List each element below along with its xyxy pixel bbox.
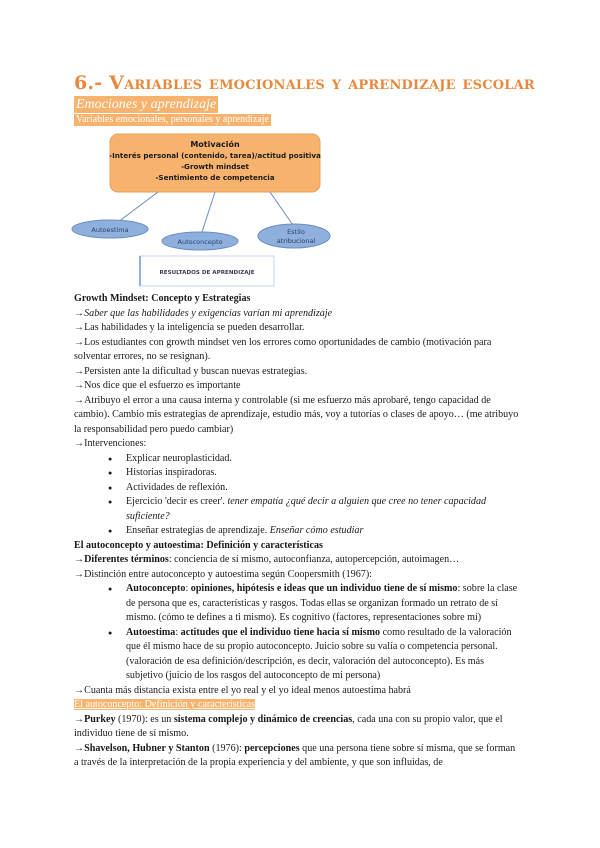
growth-line: →Persisten ante la dificultad y buscan nuevas estrategias. xyxy=(74,365,308,377)
growth-line: →Las habilidades y la inteligencia se pueden desarrollar. xyxy=(74,322,305,333)
def-line: →Purkey (1970): es un sistema complejo y dinámico de creencias, cada una con su propio valor, que el individuo tiene de sí mismo. xyxy=(74,713,503,739)
auto-heading: El autoconcepto y autoestima: Definición y características xyxy=(74,539,323,551)
growth-line: →Saber que las habilidades y exigencias varían mi aprendizaje xyxy=(74,307,333,319)
oval-autoconcepto-label: Autoconcepto xyxy=(177,238,223,246)
coopersmith-list xyxy=(74,582,522,684)
motivation-diagram xyxy=(70,128,350,290)
oval-autoestima-label: Autoestima xyxy=(91,226,129,234)
body-text xyxy=(74,292,522,771)
list-item: ● Historias inspiradoras. xyxy=(108,466,522,481)
growth-line: →Atribuyo el error a una causa interna y controlable (si me esfuerzo más aprobaré, tengo capacidad de cambio). Cambio mis estrategias de aprendizaje, estudio más, voy a tutorías o clases de apoyo… (me atribuyo la responsabilidad pero puedo cambiar) xyxy=(74,394,519,435)
list-item: ● Explicar neuroplasticidad. xyxy=(108,452,522,467)
list-item: ● Autoconcepto: opiniones, hipótesis e ideas que un individuo tiene de sí mismo: sobre la clase de persona que es, características y rasgos. Todas ellas se organizan formado un retrato de sí mismo. (cómo te defines a ti mismo). Es cognitivo (factores, representaciones sobre mí) xyxy=(108,582,522,626)
list-item: ● Actividades de reflexión. xyxy=(108,481,522,496)
interventions-list xyxy=(74,452,522,539)
auto-line: →Diferentes términos: conciencia de sí mismo, autoconfianza, autopercepción, autoimagen… xyxy=(74,554,460,565)
connector-line xyxy=(200,192,215,238)
subtitle-emociones: Emociones y aprendizaje xyxy=(76,97,217,112)
auto-line: →Cuanta más distancia exista entre el yo real y el yo ideal menos autoestima habrá xyxy=(74,684,411,696)
def-line: →Shavelson, Hubner y Stanton (1976): percepciones que una persona tiene sobre sí misma, que se forman a través de la interpretación de la propia experiencia y del ambiente, y que son influidas, de xyxy=(74,742,516,768)
growth-line: →Intervenciones: xyxy=(74,438,147,449)
list-item: ● Autoestima: actitudes que el individuo tiene hacia sí mismo como resultado de la valoración que él mismo hace de su propio autoconcepto. Juicio sobre su valía o competencia personal. (valoración de esa definición/descripción, es decir, valoración del autoconcepto). Es más subjetivo (juicio de los rasgos del autoconcepto de mi persona) xyxy=(108,626,522,684)
auto-line: →Distinción entre autoconcepto y autoestima según Coopersmith (1967): xyxy=(74,568,372,580)
results-box-label: RESULTADOS DE APRENDIZAJE xyxy=(159,270,255,276)
motivation-box-title: Motivación xyxy=(190,140,240,149)
section-title: 6.- Variables emocionales y aprendizaje escolar xyxy=(74,72,535,94)
oval-atribucional-label: atribucional xyxy=(276,237,316,245)
list-item: ● Ejercicio 'decir es creer'. tener empatía ¿qué decir a alguien que cree no tener capacidad suficiente? xyxy=(108,495,522,524)
growth-line: →Nos dice que el esfuerzo es importante xyxy=(74,380,241,391)
def-heading: El autoconcepto: Definición y características xyxy=(74,699,256,710)
motivation-line-3: -Sentimiento de competencia xyxy=(155,173,275,182)
motivation-line-1: -Interés personal (contenido, tarea)/actitud positiva xyxy=(109,151,321,160)
growth-line: →Los estudiantes con growth mindset ven los errores como oportunidades de cambio (motivación para solventar errores, no se resignan). xyxy=(74,336,492,362)
growth-heading: Growth Mindset: Concepto y Estrategias xyxy=(74,293,251,304)
motivation-line-2: -Growth mindset xyxy=(181,162,249,171)
list-item: ● Enseñar estrategias de aprendizaje. Enseñar cómo estudiar xyxy=(108,524,522,539)
connector-line xyxy=(270,192,295,228)
subtitle-variables: Variables emocionales, personales y aprendizaje xyxy=(76,114,269,125)
oval-estilo-label: Estilo xyxy=(287,228,305,236)
